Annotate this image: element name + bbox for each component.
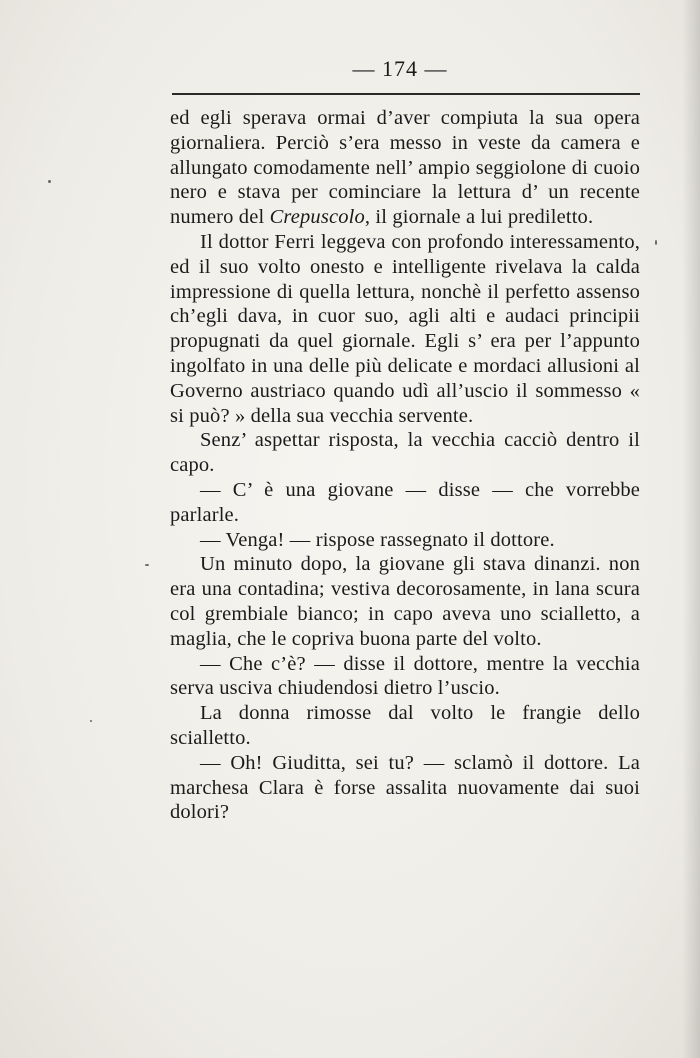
paragraph-text: ed egli sperava ormai d’aver compiuta la sua opera giornaliera. Perciò s’era messo in veste da camera e allungato comodamente nell’ ampio seggiolone di cuoio nero e stava per cominciare la lettura d’ un recente numero del: [170, 107, 640, 229]
paper-speck: [48, 180, 51, 183]
paragraph: Senz’ aspettar risposta, la vecchia cacciò dentro il capo.: [170, 429, 640, 477]
paragraph: Il dottor Ferri leggeva con profondo interessamento, ed il suo volto onesto e intelligente rivelava la calda impressione di quella lettura, nonchè il perfetto assenso ch’egli dava, in cuor suo, agli alti e audaci principii propugnati da quel giornale. Egli s’ era per l’appunto ingolfato in una delle più delicate e mordaci allusioni al Governo austriaco quando udì all’uscio il sommesso « si può? » della sua vecchia servente.: [170, 230, 640, 427]
paragraph: [170, 106, 640, 230]
paper-speck: [655, 240, 657, 245]
paragraph: — C’ è una giovane — disse — che vorrebbe parlarle.: [170, 478, 640, 526]
header-rule: [172, 93, 640, 95]
page-edge-shadow: [682, 0, 700, 1058]
paper-speck: [145, 564, 149, 566]
paper-speck: [90, 720, 92, 722]
paragraph: — Venga! — rispose rassegnato il dottore.: [200, 528, 555, 551]
body-text: [170, 106, 640, 825]
paragraph: Un minuto dopo, la giovane gli stava dinanzi. non era una contadina; vestiva decorosamente, in lana scura col grembiale bianco; in capo aveva uno scialletto, a maglia, che le copriva buona parte del volto.: [170, 553, 640, 650]
newspaper-title: Crepuscolo: [269, 206, 365, 229]
paragraph: — Oh! Giuditta, sei tu? — sclamò il dottore. La marchesa Clara è forse assalita nuovamente dai suoi dolori?: [170, 751, 640, 824]
paragraph: — Che c’è? — disse il dottore, mentre la vecchia serva usciva chiudendosi dietro l’uscio.: [170, 652, 640, 700]
paragraph-text-continued: , il giornale a lui prediletto.: [364, 206, 594, 229]
page-number: — 174 —: [352, 56, 448, 81]
paragraph: La donna rimosse dal volto le frangie dello scialletto.: [170, 702, 640, 749]
